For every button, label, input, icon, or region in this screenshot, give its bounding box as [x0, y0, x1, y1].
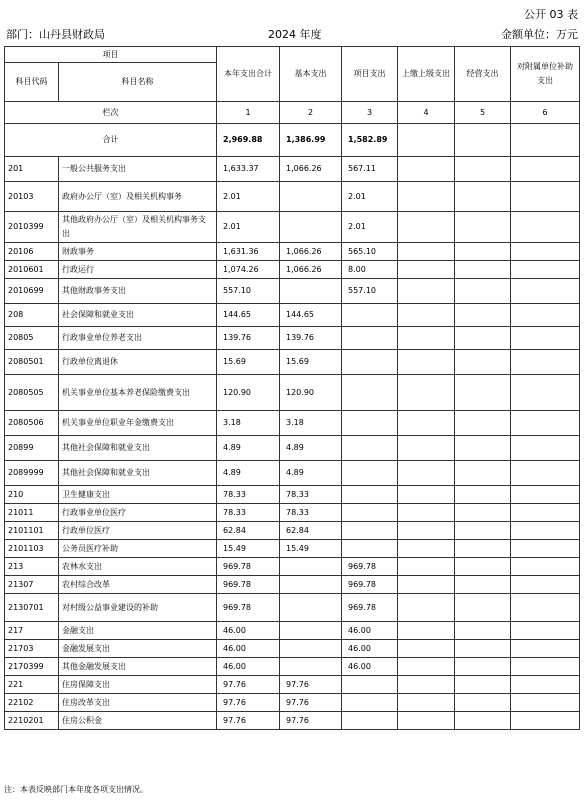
expenditure-table [4, 46, 580, 730]
row-basic: 62.84 [280, 522, 342, 540]
row-total: 139.76 [217, 327, 280, 350]
row-upper [398, 676, 455, 694]
row-code: 20805 [5, 327, 59, 350]
row-upper [398, 540, 455, 558]
row-project: 46.00 [342, 622, 398, 640]
row-project [342, 461, 398, 486]
row-basic [280, 212, 342, 243]
row-subsidy [511, 558, 580, 576]
row-upper [398, 157, 455, 182]
row-project: 46.00 [342, 640, 398, 658]
row-subsidy [511, 411, 580, 436]
header-subsidy: 对附属单位补助支出 [511, 47, 580, 102]
row-upper [398, 640, 455, 658]
row-total: 4.89 [217, 461, 280, 486]
row-name: 其他社会保障和就业支出 [59, 436, 217, 461]
table-row [5, 522, 580, 540]
row-business [455, 622, 511, 640]
table-row [5, 327, 580, 350]
row-subsidy [511, 522, 580, 540]
row-upper [398, 558, 455, 576]
year-label: 2024 年度 [268, 28, 322, 41]
row-subsidy [511, 676, 580, 694]
row-business [455, 540, 511, 558]
table-row [5, 676, 580, 694]
row-name: 行政单位医疗 [59, 522, 217, 540]
row-business [455, 304, 511, 327]
row-code: 2080505 [5, 375, 59, 411]
row-name: 住房改革支出 [59, 694, 217, 712]
table-row [5, 658, 580, 676]
row-name: 行政事业单位养老支出 [59, 327, 217, 350]
row-total: 97.76 [217, 676, 280, 694]
row-project [342, 350, 398, 375]
row-business [455, 712, 511, 730]
row-name: 财政事务 [59, 243, 217, 261]
row-project: 565.10 [342, 243, 398, 261]
row-total: 969.78 [217, 558, 280, 576]
row-project [342, 712, 398, 730]
row-code: 2101101 [5, 522, 59, 540]
row-basic [280, 576, 342, 594]
row-name: 住房公积金 [59, 712, 217, 730]
row-subsidy [511, 694, 580, 712]
row-total: 2.01 [217, 212, 280, 243]
seq-label: 栏次 [5, 102, 217, 124]
row-basic: 15.69 [280, 350, 342, 375]
row-total: 46.00 [217, 658, 280, 676]
row-total: 557.10 [217, 279, 280, 304]
row-name: 农林水支出 [59, 558, 217, 576]
row-subsidy [511, 279, 580, 304]
row-business [455, 576, 511, 594]
sum-label: 合计 [5, 124, 217, 157]
row-project [342, 411, 398, 436]
row-subsidy [511, 486, 580, 504]
row-total: 144.65 [217, 304, 280, 327]
row-total: 120.90 [217, 375, 280, 411]
row-basic: 78.33 [280, 486, 342, 504]
table-row [5, 304, 580, 327]
sum-basic: 1,386.99 [280, 124, 342, 157]
row-subsidy [511, 327, 580, 350]
row-subsidy [511, 212, 580, 243]
table-row [5, 504, 580, 522]
row-code: 217 [5, 622, 59, 640]
row-code: 2170399 [5, 658, 59, 676]
row-project: 567.11 [342, 157, 398, 182]
row-name: 卫生健康支出 [59, 486, 217, 504]
row-upper [398, 712, 455, 730]
row-business [455, 640, 511, 658]
department-label: 部门：山丹县财政局 [6, 28, 105, 41]
row-basic: 15.49 [280, 540, 342, 558]
row-basic [280, 594, 342, 622]
table-row [5, 212, 580, 243]
row-total: 62.84 [217, 522, 280, 540]
row-code: 213 [5, 558, 59, 576]
row-upper [398, 622, 455, 640]
table-row [5, 157, 580, 182]
row-project [342, 327, 398, 350]
row-basic: 120.90 [280, 375, 342, 411]
row-project [342, 676, 398, 694]
table-row [5, 694, 580, 712]
row-basic [280, 640, 342, 658]
row-basic: 4.89 [280, 461, 342, 486]
row-name: 行政单位离退休 [59, 350, 217, 375]
table-row [5, 558, 580, 576]
row-subsidy [511, 261, 580, 279]
row-upper [398, 279, 455, 304]
seq-num: 1 [217, 102, 280, 124]
row-code: 221 [5, 676, 59, 694]
row-subsidy [511, 375, 580, 411]
row-name: 其他财政事务支出 [59, 279, 217, 304]
row-basic: 97.76 [280, 712, 342, 730]
row-upper [398, 261, 455, 279]
table-row [5, 486, 580, 504]
row-subsidy [511, 504, 580, 522]
row-code: 21703 [5, 640, 59, 658]
row-business [455, 279, 511, 304]
row-name: 住房保障支出 [59, 676, 217, 694]
row-code: 2130701 [5, 594, 59, 622]
table-row [5, 375, 580, 411]
seq-num: 3 [342, 102, 398, 124]
row-code: 2089999 [5, 461, 59, 486]
row-basic: 144.65 [280, 304, 342, 327]
row-basic: 3.18 [280, 411, 342, 436]
row-name: 对村级公益事业建设的补助 [59, 594, 217, 622]
row-name: 一般公共服务支出 [59, 157, 217, 182]
row-total: 97.76 [217, 694, 280, 712]
row-project: 2.01 [342, 212, 398, 243]
row-basic: 1,066.26 [280, 261, 342, 279]
sum-project: 1,582.89 [342, 124, 398, 157]
row-upper [398, 411, 455, 436]
row-code: 2101103 [5, 540, 59, 558]
row-name: 政府办公厅（室）及相关机构事务 [59, 182, 217, 212]
row-business [455, 522, 511, 540]
row-upper [398, 694, 455, 712]
row-upper [398, 304, 455, 327]
row-basic: 97.76 [280, 676, 342, 694]
row-business [455, 676, 511, 694]
header-project: 项目支出 [342, 47, 398, 102]
row-project: 46.00 [342, 658, 398, 676]
header-item: 项目 [5, 47, 217, 63]
row-project [342, 504, 398, 522]
table-row [5, 622, 580, 640]
row-basic [280, 558, 342, 576]
row-total: 4.89 [217, 436, 280, 461]
table-row [5, 182, 580, 212]
row-project: 969.78 [342, 576, 398, 594]
header-name: 科目名称 [59, 63, 217, 102]
row-total: 3.18 [217, 411, 280, 436]
row-name: 机关事业单位基本养老保险缴费支出 [59, 375, 217, 411]
row-subsidy [511, 182, 580, 212]
row-business [455, 375, 511, 411]
header-upper: 上缴上级支出 [398, 47, 455, 102]
table-row [5, 712, 580, 730]
row-upper [398, 576, 455, 594]
row-business [455, 558, 511, 576]
row-project [342, 436, 398, 461]
row-code: 2080506 [5, 411, 59, 436]
row-subsidy [511, 350, 580, 375]
row-subsidy [511, 594, 580, 622]
row-business [455, 436, 511, 461]
row-total: 1,631.36 [217, 243, 280, 261]
row-project: 969.78 [342, 594, 398, 622]
row-business [455, 243, 511, 261]
row-business [455, 212, 511, 243]
row-upper [398, 212, 455, 243]
row-project [342, 522, 398, 540]
row-business [455, 327, 511, 350]
row-upper [398, 486, 455, 504]
row-business [455, 157, 511, 182]
row-basic [280, 622, 342, 640]
row-basic [280, 182, 342, 212]
row-name: 机关事业单位职业年金缴费支出 [59, 411, 217, 436]
row-upper [398, 327, 455, 350]
table-row [5, 540, 580, 558]
row-upper [398, 504, 455, 522]
row-subsidy [511, 304, 580, 327]
row-name: 其他社会保障和就业支出 [59, 461, 217, 486]
row-subsidy [511, 157, 580, 182]
row-total: 2.01 [217, 182, 280, 212]
row-total: 15.69 [217, 350, 280, 375]
row-upper [398, 594, 455, 622]
table-row [5, 461, 580, 486]
row-basic: 139.76 [280, 327, 342, 350]
row-basic: 97.76 [280, 694, 342, 712]
row-basic [280, 658, 342, 676]
row-subsidy [511, 436, 580, 461]
row-code: 20106 [5, 243, 59, 261]
row-subsidy [511, 622, 580, 640]
header-total: 本年支出合计 [217, 47, 280, 102]
row-project [342, 486, 398, 504]
row-code: 208 [5, 304, 59, 327]
row-code: 20103 [5, 182, 59, 212]
seq-num: 5 [455, 102, 511, 124]
row-code: 21011 [5, 504, 59, 522]
row-upper [398, 243, 455, 261]
row-upper [398, 658, 455, 676]
row-business [455, 411, 511, 436]
table-row [5, 350, 580, 375]
row-basic: 1,066.26 [280, 157, 342, 182]
row-business [455, 504, 511, 522]
row-business [455, 594, 511, 622]
row-subsidy [511, 540, 580, 558]
row-total: 969.78 [217, 576, 280, 594]
report-header [4, 26, 580, 42]
row-upper [398, 375, 455, 411]
row-upper [398, 182, 455, 212]
row-total: 46.00 [217, 640, 280, 658]
row-basic: 4.89 [280, 436, 342, 461]
table-row [5, 594, 580, 622]
row-subsidy [511, 576, 580, 594]
seq-num: 4 [398, 102, 455, 124]
row-total: 78.33 [217, 486, 280, 504]
table-code-label: 公开 03 表 [524, 8, 578, 21]
row-total: 46.00 [217, 622, 280, 640]
table-row [5, 576, 580, 594]
row-code: 2210201 [5, 712, 59, 730]
row-code: 2080501 [5, 350, 59, 375]
table-row [5, 261, 580, 279]
row-project [342, 694, 398, 712]
row-upper [398, 522, 455, 540]
row-name: 金融支出 [59, 622, 217, 640]
row-code: 2010699 [5, 279, 59, 304]
table-row [5, 640, 580, 658]
row-code: 21307 [5, 576, 59, 594]
row-total: 15.49 [217, 540, 280, 558]
row-name: 公务员医疗补助 [59, 540, 217, 558]
row-total: 78.33 [217, 504, 280, 522]
row-project [342, 304, 398, 327]
row-total: 1,074.26 [217, 261, 280, 279]
row-name: 其他金融发展支出 [59, 658, 217, 676]
row-project: 969.78 [342, 558, 398, 576]
row-name: 其他政府办公厅（室）及相关机构事务支出 [59, 212, 217, 243]
row-code: 20899 [5, 436, 59, 461]
row-code: 210 [5, 486, 59, 504]
table-note: 注：本表反映部门本年度各项支出情况。 [4, 785, 148, 794]
table-row [5, 411, 580, 436]
row-upper [398, 461, 455, 486]
row-upper [398, 350, 455, 375]
row-subsidy [511, 461, 580, 486]
row-code: 22102 [5, 694, 59, 712]
row-name: 行政事业单位医疗 [59, 504, 217, 522]
row-business [455, 694, 511, 712]
sum-row [5, 124, 580, 157]
row-business [455, 182, 511, 212]
row-project: 2.01 [342, 182, 398, 212]
row-basic: 78.33 [280, 504, 342, 522]
header-business: 经营支出 [455, 47, 511, 102]
header-basic: 基本支出 [280, 47, 342, 102]
row-business [455, 261, 511, 279]
row-upper [398, 436, 455, 461]
row-subsidy [511, 658, 580, 676]
row-name: 农村综合改革 [59, 576, 217, 594]
row-project: 557.10 [342, 279, 398, 304]
seq-num: 2 [280, 102, 342, 124]
table-row [5, 436, 580, 461]
row-subsidy [511, 243, 580, 261]
row-project [342, 540, 398, 558]
row-business [455, 486, 511, 504]
row-project: 8.00 [342, 261, 398, 279]
row-name: 行政运行 [59, 261, 217, 279]
row-total: 97.76 [217, 712, 280, 730]
row-basic [280, 279, 342, 304]
row-code: 201 [5, 157, 59, 182]
unit-label: 金额单位：万元 [501, 28, 578, 41]
row-subsidy [511, 712, 580, 730]
row-business [455, 461, 511, 486]
row-code: 2010399 [5, 212, 59, 243]
row-name: 金融发展支出 [59, 640, 217, 658]
row-basic: 1,066.26 [280, 243, 342, 261]
header-code: 科目代码 [5, 63, 59, 102]
row-name: 社会保障和就业支出 [59, 304, 217, 327]
row-subsidy [511, 640, 580, 658]
row-code: 2010601 [5, 261, 59, 279]
seq-num: 6 [511, 102, 580, 124]
table-row [5, 279, 580, 304]
sum-total: 2,969.88 [217, 124, 280, 157]
table-row [5, 243, 580, 261]
row-business [455, 658, 511, 676]
row-business [455, 350, 511, 375]
seq-row [5, 102, 580, 124]
row-project [342, 375, 398, 411]
row-total: 1,633.37 [217, 157, 280, 182]
row-total: 969.78 [217, 594, 280, 622]
